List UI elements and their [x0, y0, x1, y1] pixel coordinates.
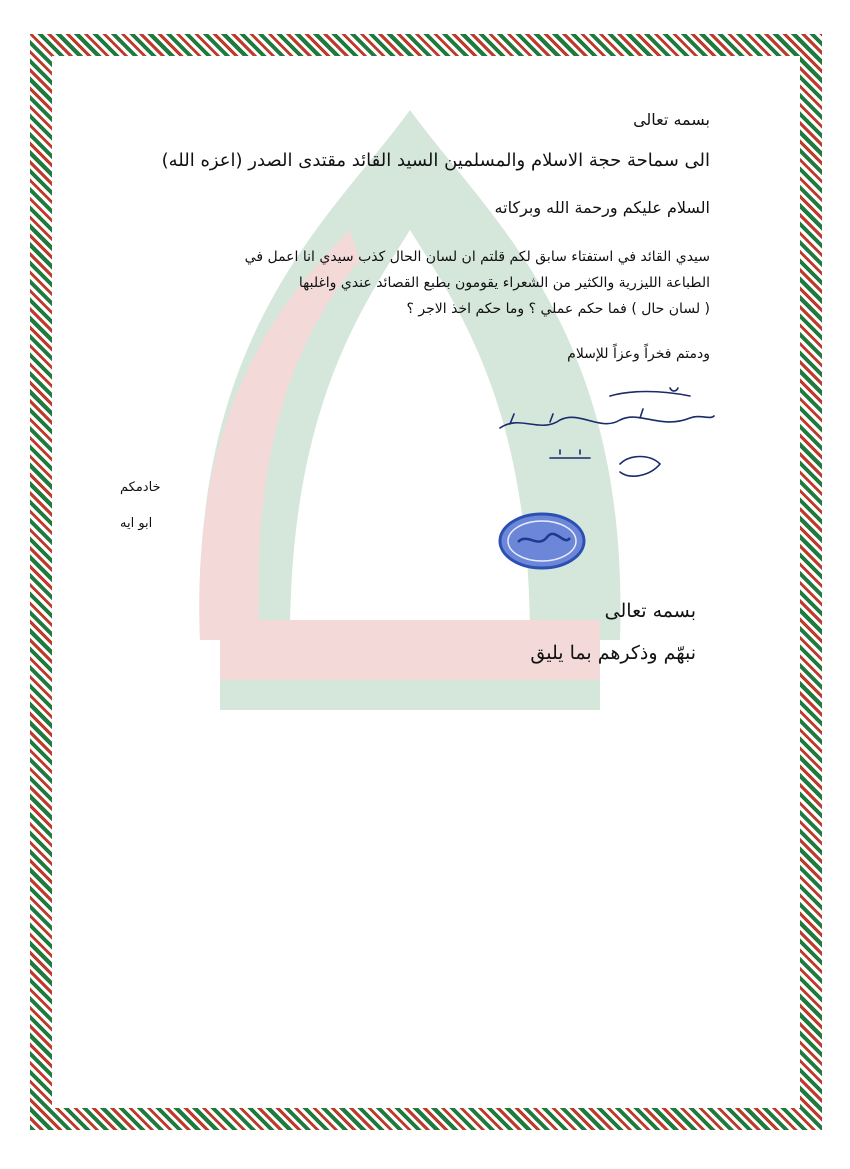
reply-text: نبهّم وذكرهم بما يليق: [530, 642, 696, 664]
letter-body-line: الطباعة الليزرية والكثير من الشعراء يقومون بطبع القصائد عندي واغلبها: [298, 275, 710, 291]
official-seal: [498, 512, 586, 570]
letter-addressee: الى سماحة حجة الاسلام والمسلمين السيد القائد مقتدى الصدر (اعزه الله): [161, 150, 710, 171]
letter-body-line: ( لسان حال ) فما حكم عملي ؟ وما حكم اخذ الاجر ؟: [406, 301, 710, 317]
handwritten-annotation: [490, 384, 720, 494]
letter-closing: ودمتم فخراً وعزاً للإسلام: [567, 346, 710, 362]
letter-body-line: سيدي القائد في استفتاء سابق لكم قلتم ان لسان الحال كذب سيدي انا اعمل في: [244, 249, 710, 265]
reply-heading: بسمه تعالى: [604, 600, 696, 622]
letter-greeting: السلام عليكم ورحمة الله وبركاته: [494, 198, 710, 217]
signature-name: ابو ايه: [120, 516, 153, 531]
letter-heading: بسمه تعالى: [633, 110, 710, 129]
letter-body: [245, 244, 710, 322]
signature-title: خادمكم: [120, 480, 161, 495]
